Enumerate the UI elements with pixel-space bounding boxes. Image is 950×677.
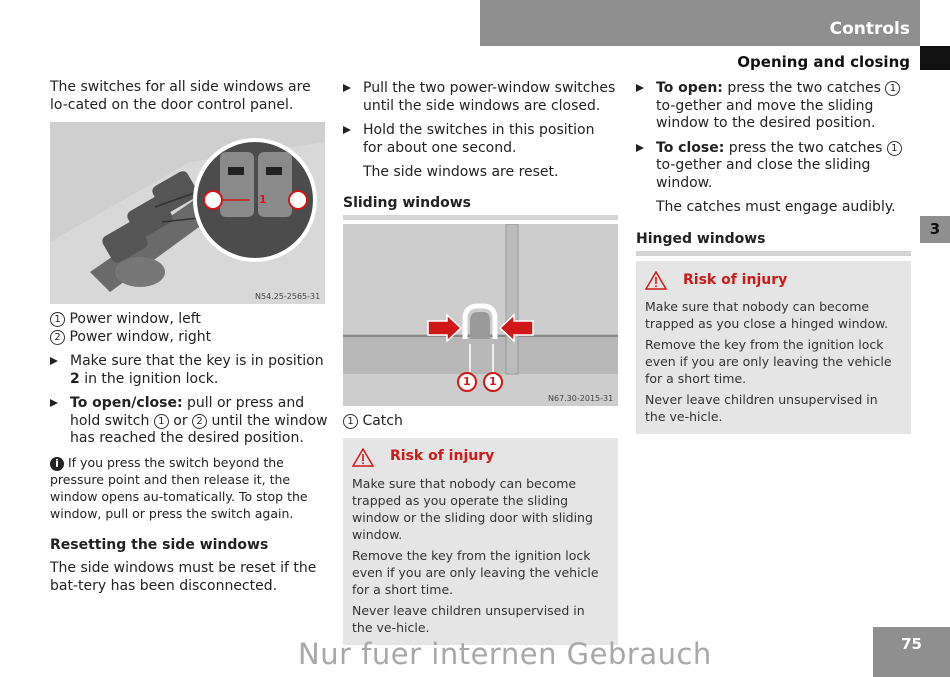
step-text: press the two catches <box>724 139 887 156</box>
step-text: in the ignition lock. <box>79 370 219 387</box>
step-open <box>636 80 911 133</box>
column-2-body <box>343 413 618 645</box>
info-note <box>50 454 328 522</box>
result-text: The catches must engage audibly. <box>656 199 896 215</box>
legend-number: 1 <box>343 414 358 429</box>
column-1 <box>50 79 325 114</box>
hinged-windows-heading: Hinged windows <box>636 230 766 247</box>
info-text: If you press the switch beyond the pressure point and then release it, the window opens au-tomatically. To stop the window, pull or press the switch again. <box>50 454 308 521</box>
step-pull-switches <box>343 80 618 115</box>
door-panel-illustration <box>50 122 325 304</box>
callout-1: 1 <box>489 375 497 388</box>
page-number: 75 <box>873 627 950 677</box>
column-2 <box>343 80 618 220</box>
heading-rule <box>636 251 911 256</box>
step-text: Hold the switches in this position for about one second. <box>363 122 595 156</box>
step-label: To open: <box>656 80 723 96</box>
step-text: or <box>168 412 193 429</box>
warning-header <box>352 448 608 467</box>
column-1-body <box>50 311 328 595</box>
step-label: To open/close: <box>70 395 183 411</box>
step-text: Pull the two power-window switches until the side windows are closed. <box>363 80 616 114</box>
intro-text: The switches for all side windows are lo-cated on the door control panel. <box>50 79 311 113</box>
warning-line: Never leave children unsupervised in the ve-hicle. <box>645 392 878 424</box>
reset-text: The side windows must be reset if the bat-tery has been disconnected. <box>50 560 317 594</box>
step-hold-switches <box>343 122 618 157</box>
step-open-close <box>50 395 328 448</box>
warning-title: Risk of injury <box>390 448 495 465</box>
result-text: The side windows are reset. <box>363 164 559 180</box>
bullet-arrow-icon <box>636 144 644 152</box>
step-text: to-gether and move the sliding window to the desired position. <box>656 97 876 131</box>
legend-text: Power window, left <box>69 311 201 327</box>
warning-box <box>343 438 618 645</box>
legend-number: 2 <box>50 330 65 345</box>
column-3 <box>636 80 911 434</box>
bullet-arrow-icon <box>50 357 58 365</box>
key-position: 2 <box>70 370 80 387</box>
warning-triangle-icon <box>645 271 667 290</box>
step-text: pull or press and hold switch <box>70 395 305 429</box>
warning-line: Remove the key from the ignition lock even if you are only leaving the vehicle for a short time. <box>645 337 892 386</box>
watermark: Nur fuer internen Gebrauch <box>298 637 712 671</box>
step-text: Make sure that the key is in position <box>70 353 324 369</box>
switch-number: 1 <box>154 414 169 429</box>
legend-number: 1 <box>50 312 65 327</box>
warning-line: Make sure that nobody can become trapped as you close a hinged window. <box>645 299 889 331</box>
section-title: Controls <box>829 19 910 39</box>
reset-heading: Resetting the side windows <box>50 536 269 553</box>
warning-box <box>636 261 911 434</box>
warning-line: Never leave children unsupervised in the ve-hicle. <box>352 602 585 635</box>
subsection-title: Opening and closing <box>737 53 910 71</box>
step-text: press the two catches <box>722 80 886 96</box>
legend-item <box>343 413 618 431</box>
legend-item <box>50 311 328 329</box>
chapter-tab: 3 <box>920 216 950 243</box>
sliding-window-illustration <box>343 224 618 406</box>
info-icon: i <box>50 457 64 471</box>
catch-number: 1 <box>885 81 900 96</box>
section-header-bar <box>480 0 920 46</box>
callout-1: 1 <box>259 193 267 206</box>
section-marker <box>920 46 950 70</box>
figure-code: N67.30-2015-31 <box>548 394 614 403</box>
heading-rule <box>343 215 618 220</box>
warning-line: Remove the key from the ignition lock even if you are only leaving the vehicle for a short time. <box>352 547 599 597</box>
sliding-windows-heading: Sliding windows <box>343 194 471 211</box>
sliding-window-figure <box>343 224 618 406</box>
legend-text: Power window, right <box>69 328 212 345</box>
step-text: until the window has reached the desired position. <box>70 412 328 446</box>
bullet-arrow-icon <box>636 84 644 92</box>
callout-1: 1 <box>463 375 471 388</box>
door-control-panel-figure <box>50 122 325 304</box>
bullet-arrow-icon <box>343 84 351 92</box>
step-text: to-gether and close the sliding window. <box>656 157 871 191</box>
catch-number: 1 <box>887 141 902 156</box>
bullet-arrow-icon <box>50 399 58 407</box>
warning-header <box>645 271 901 290</box>
step-label: To close: <box>656 139 725 156</box>
bullet-arrow-icon <box>343 126 351 134</box>
warning-title: Risk of injury <box>683 271 788 288</box>
step-key-position <box>50 353 328 388</box>
legend-item <box>50 329 328 347</box>
warning-line: Make sure that nobody can become trapped as you operate the sliding window or the sliding door with sliding window. <box>352 475 593 542</box>
figure-code: N54.25-2565-31 <box>255 292 321 301</box>
legend-text: Catch <box>362 413 403 429</box>
switch-number: 2 <box>192 414 207 429</box>
warning-triangle-icon <box>352 448 374 467</box>
step-close <box>636 140 911 193</box>
